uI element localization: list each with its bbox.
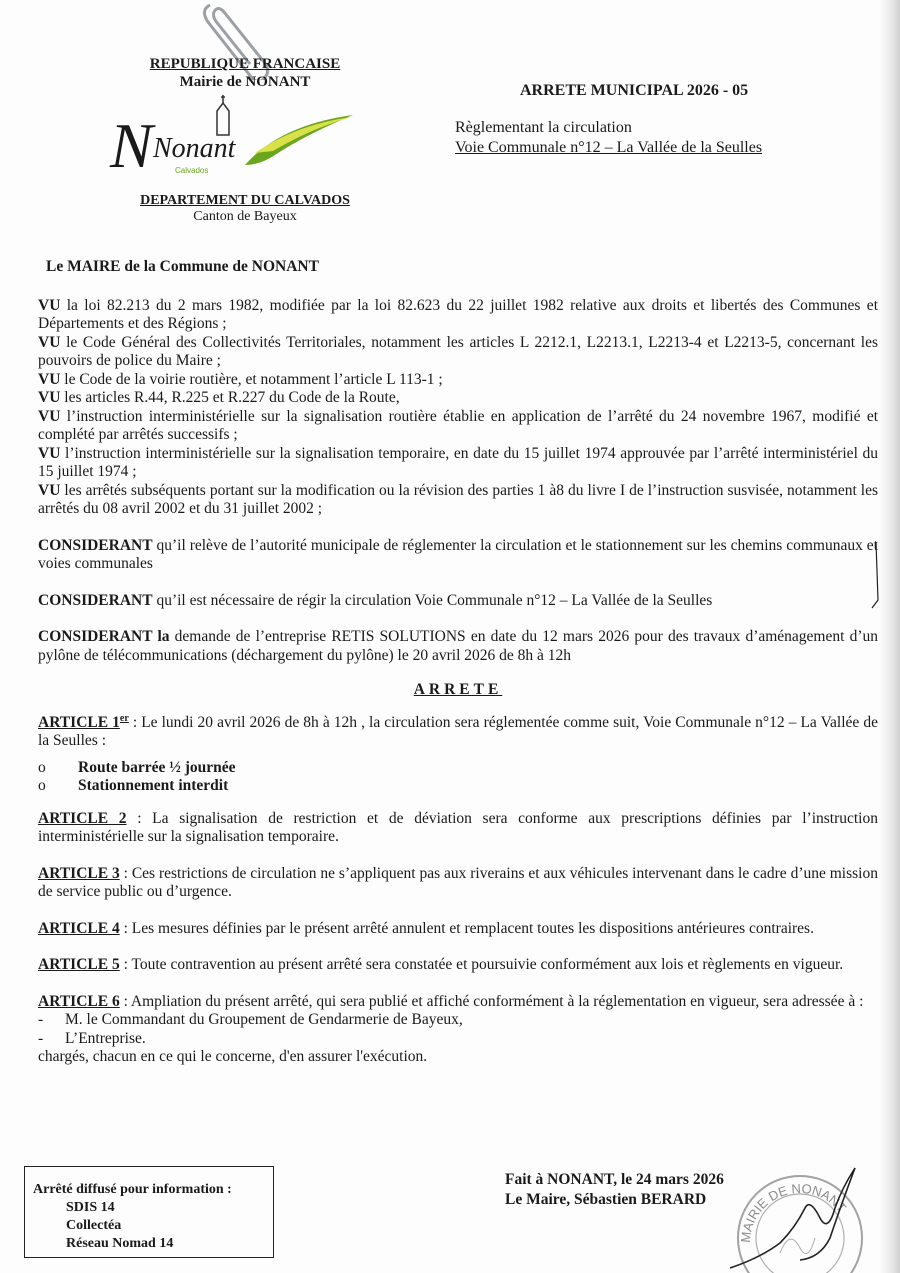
vu-item: VU l’instruction interministérielle sur la signalisation routière établie en application de l’arrêté du 24 novembre 1967, modifié et complété par arrêtés successifs ; [38,407,879,443]
recipient-item: - M. le Commandant du Groupement de Gendarmerie de Bayeux, [38,1011,463,1029]
recipient-item: - L’Entreprise. [38,1029,146,1047]
arrete-heading: ARRETE [413,681,503,698]
considerant-2: CONSIDERANT qu’il est nécessaire de régir la circulation Voie Communale n°12 – La Vallée de la Seulles [38,591,713,609]
article-2: ARTICLE 2 : La signalisation de restriction et de déviation sera conforme aux prescriptions définies par l’instruction interministérielle sur la signalisation temporaire. [38,809,878,846]
arrete-title: ARRETE MUNICIPAL 2026 - 05 [520,82,749,99]
vu-item: VU la loi 82.213 du 2 mars 1982, modifiée par la loi 82.623 du 22 juillet 1982 relative aux droits et libertés des Communes et Départements et des Régions ; [38,296,878,332]
considerant-3: CONSIDERANT la demande de l’entreprise RETIS SOLUTIONS en date du 12 mars 2026 pour des travaux d’aménagement d’un pylône de télécommunications (déchargement du pylône) le 20 avril 2026 de 8h à 12h [38,628,878,664]
article-4: ARTICLE 4 : Les mesures définies par le présent arrêté annulent et remplacent toutes les dispositions antérieures contraires. [38,919,814,937]
vu-item: VU les articles R.44, R.225 et R.227 du Code de la Route, [38,389,400,406]
mairie-heading: Mairie de NONANT [179,74,311,90]
vu-item: VU le Code Général des Collectivités Territoriales, notamment les articles L 2212.1, L2213.1, L2213-4 et L2213-5, concernant les pouvoirs de police du Maire ; [38,333,879,369]
svg-text:MAIRIE DE NONANT: MAIRIE DE NONANT [737,1180,850,1244]
header-left [130,55,360,91]
article-6-closing: chargés, chacun en ce qui le concerne, d'en assurer l'exécution. [38,1048,428,1066]
info-box-item: Réseau Nomad 14 [66,1236,174,1251]
vu-item: VU les arrêtés subséquents portant sur la modification ou la révision des parties 1 à8 du livre I de l’instruction susvisée, notamment les arrêtés du 08 avril 2002 et du 31 juillet 2002 ; [38,481,878,517]
document-body [38,258,878,1067]
mayor-name: Le Maire, Sébastien BERARD [505,1191,707,1208]
info-box-item: SDIS 14 [66,1200,115,1215]
canton-text: Canton de Bayeux [193,209,297,224]
logo-sub: Calvados [175,166,209,175]
article-1-item: o Stationnement interdit [38,777,229,795]
info-box-item: Collectéa [66,1218,122,1233]
page-edge [878,0,900,1273]
info-box-title: Arrêté diffusé pour information : [33,1182,232,1197]
article-1: ARTICLE 1er : Le lundi 20 avril 2026 de 8h à 12h , la circulation sera réglementée comme suit, Voie Communale n°12 – La Vallée de la Seulles : [38,712,878,750]
place-date: Fait à NONANT, le 24 mars 2026 [505,1171,724,1188]
svg-text:N: N [110,110,153,181]
article-6: ARTICLE 6 : Ampliation du présent arrêté, qui sera publié et affiché conformément à la réglementation en vigueur, sera adressée à : [38,992,864,1010]
article-3: ARTICLE 3 : Ces restrictions de circulation ne s’appliquent pas aux riverains et aux véhicules intervenant dans le cadre d’une mission de service public ou d’urgence. [38,864,878,901]
nonant-logo [105,95,365,185]
vu-item: VU le Code de la voirie routière, et notamment l’article L 113-1 ; [38,370,443,388]
signature-block [505,1170,724,1210]
republic-heading: REPUBLIQUE FRANCAISE [149,56,341,72]
vu-item: VU l’instruction interministérielle sur la signalisation temporaire, en date du 15 juillet 1974 approuvée par l’arrêté interministériel du 15 juillet 1974 ; [38,444,878,480]
logo-name: Nonant [153,133,236,164]
info-box [24,1166,274,1258]
margin-bracket-mark [866,540,886,610]
intro-heading: Le MAIRE de la Commune de NONANT [46,258,319,275]
article-5: ARTICLE 5 : Toute contravention au présent arrêté sera constatée et poursuivie conformément aux lois et règlements en vigueur. [38,956,844,974]
article-1-item: o Route barrée ½ journée [38,758,236,776]
considerant-1: CONSIDERANT qu’il relève de l’autorité municipale de réglementer la circulation et le stationnement sur les chemins communaux et voies communales [38,536,878,572]
department-heading: DEPARTEMENT DU CALVADOS [140,193,350,208]
subject-line-1: Règlementant la circulation [455,119,632,136]
subject-block [455,118,762,158]
mairie-stamp [720,1148,870,1273]
department-block [130,193,360,225]
subject-line-2: Voie Communale n°12 – La Vallée de la Seulles [455,139,763,156]
